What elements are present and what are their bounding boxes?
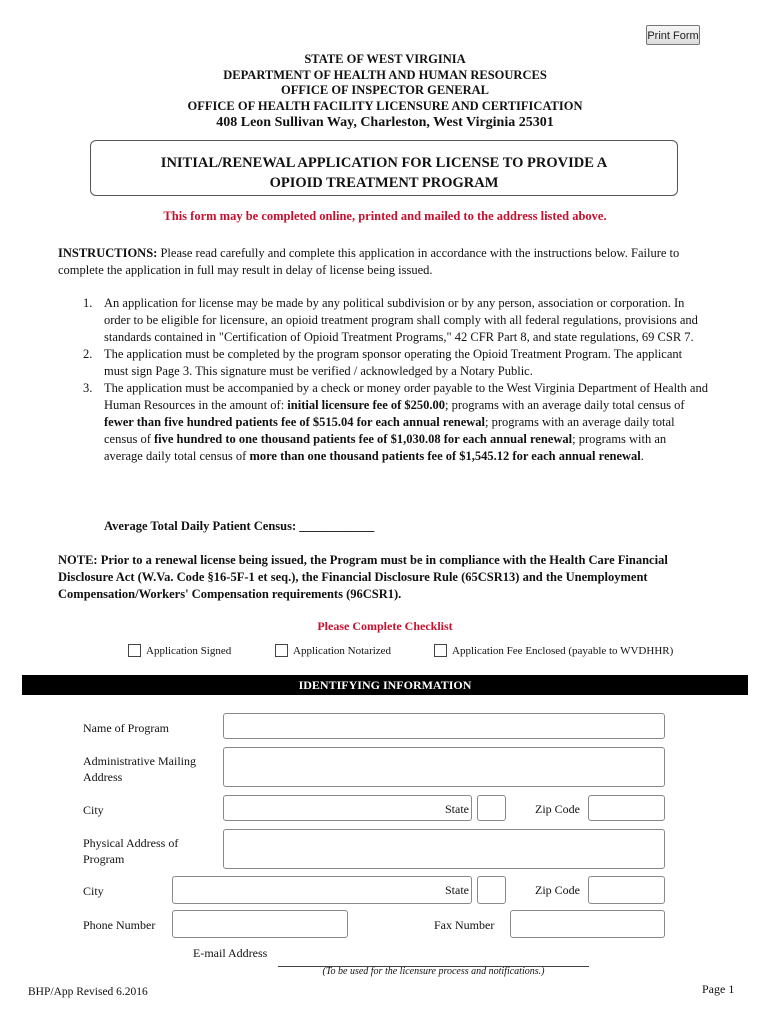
label-physical-city: City xyxy=(83,884,104,898)
admin-state-input[interactable] xyxy=(477,795,506,821)
header-office: OFFICE OF INSPECTOR GENERAL xyxy=(280,83,489,97)
census-line: Average Total Daily Patient Census: ____________ xyxy=(104,519,375,533)
page-number: Page 1 xyxy=(702,982,735,996)
footer-revision: BHP/App Revised 6.2016 xyxy=(28,986,148,998)
header-address: 408 Leon Sullivan Way, Charleston, West Virginia 25301 xyxy=(216,115,554,130)
physical-zip-input[interactable] xyxy=(588,876,665,904)
label-physical-state: State xyxy=(445,883,469,897)
instruction-item: 2. The application must be completed by the program sponsor operating the Opioid Treatment Program. The applicant must sign Page 3. This signature must be verified / acknowledged by a Notary Public. xyxy=(83,347,683,378)
physical-address-input[interactable] xyxy=(223,829,665,869)
header-state: STATE OF WEST VIRGINIA xyxy=(304,52,466,66)
section-identifying-information: IDENTIFYING INFORMATION xyxy=(22,675,748,695)
header-department: DEPARTMENT OF HEALTH AND HUMAN RESOURCES xyxy=(223,68,547,82)
header-licensure-office: OFFICE OF HEALTH FACILITY LICENSURE AND CERTIFICATION xyxy=(187,99,583,113)
program-name-input[interactable] xyxy=(223,713,665,739)
checklist-title: Please Complete Checklist xyxy=(317,619,453,633)
label-admin-zip: Zip Code xyxy=(535,802,580,816)
label-email: E-mail Address xyxy=(193,946,268,960)
print-form-button[interactable]: Print Form xyxy=(646,25,700,45)
form-title-line2: OPIOID TREATMENT PROGRAM xyxy=(269,175,499,191)
label-admin-state: State xyxy=(445,802,469,816)
form-title-line1: INITIAL/RENEWAL APPLICATION FOR LICENSE TO PROVIDE A xyxy=(160,155,608,171)
label-fax: Fax Number xyxy=(434,918,495,932)
phone-input[interactable] xyxy=(172,910,348,938)
instruction-item-fees: 3. The application must be accompanied by a check or money order payable to the West Virginia Department of Health and Human Resources in the amount of: initial licensure fee of $250.00; programs with an average daily total census of fewer than five hundred patients fee of $515.04 for each annual renewal; programs with an average daily total census of five hundred to one thousand patients fee of $1,030.08 for each annual renewal; programs with an average daily total census of more than one thousand patients fee of $1,545.12 for each annual renewal. xyxy=(83,381,708,463)
checkbox-label: Application Fee Enclosed (payable to WVDHHR) xyxy=(452,645,674,657)
checkbox-application-notarized[interactable] xyxy=(275,644,288,657)
fax-input[interactable] xyxy=(510,910,665,938)
physical-state-input[interactable] xyxy=(477,876,506,904)
online-note: This form may be completed online, printed and mailed to the address listed above. xyxy=(163,209,607,223)
admin-zip-input[interactable] xyxy=(588,795,665,821)
admin-city-input[interactable] xyxy=(223,795,472,821)
label-physical-address: Physical Address of Program xyxy=(83,836,179,866)
label-physical-zip: Zip Code xyxy=(535,883,580,897)
admin-address-input[interactable] xyxy=(223,747,665,787)
checkbox-fee-enclosed[interactable] xyxy=(434,644,447,657)
email-note: (To be used for the licensure process and notifications.) xyxy=(322,966,545,977)
label-admin-address: Administrative Mailing Address xyxy=(83,754,196,784)
instructions xyxy=(58,245,708,279)
instructions-label: INSTRUCTIONS: xyxy=(58,246,158,260)
instruction-item: 1. An application for license may be made by any political subdivision or by any person, association or corporation. In order to be eligible for licensure, an opioid treatment program shall comply with all federal regulations, provisions and standards contained in "Certification of Opioid Treatment Programs," 42 CFR Part 8, and state regulations, 69 CSR 7. xyxy=(83,296,698,344)
physical-city-input[interactable] xyxy=(172,876,472,904)
instructions-text: Please read carefully and complete this application in accordance with the instructions below. Failure to complete the application in full may result in delay of license being issued. xyxy=(58,246,680,277)
label-phone: Phone Number xyxy=(83,918,156,932)
renewal-note: NOTE: Prior to a renewal license being issued, the Program must be in compliance with the Health Care Financial Disclosure Act (W.Va. Code §16-5F-1 et seq.), the Financial Disclosure Rule (65CSR13) and the Unemployment Compensation/Workers' Compensation requirements (96CSR1). xyxy=(58,553,668,601)
label-admin-city: City xyxy=(83,803,104,817)
checkbox-label: Application Signed xyxy=(146,645,232,657)
instruction-list xyxy=(83,295,708,465)
label-program-name: Name of Program xyxy=(83,721,169,735)
form-title xyxy=(90,140,678,196)
checkbox-label: Application Notarized xyxy=(293,645,392,657)
checkbox-application-signed[interactable] xyxy=(128,644,141,657)
